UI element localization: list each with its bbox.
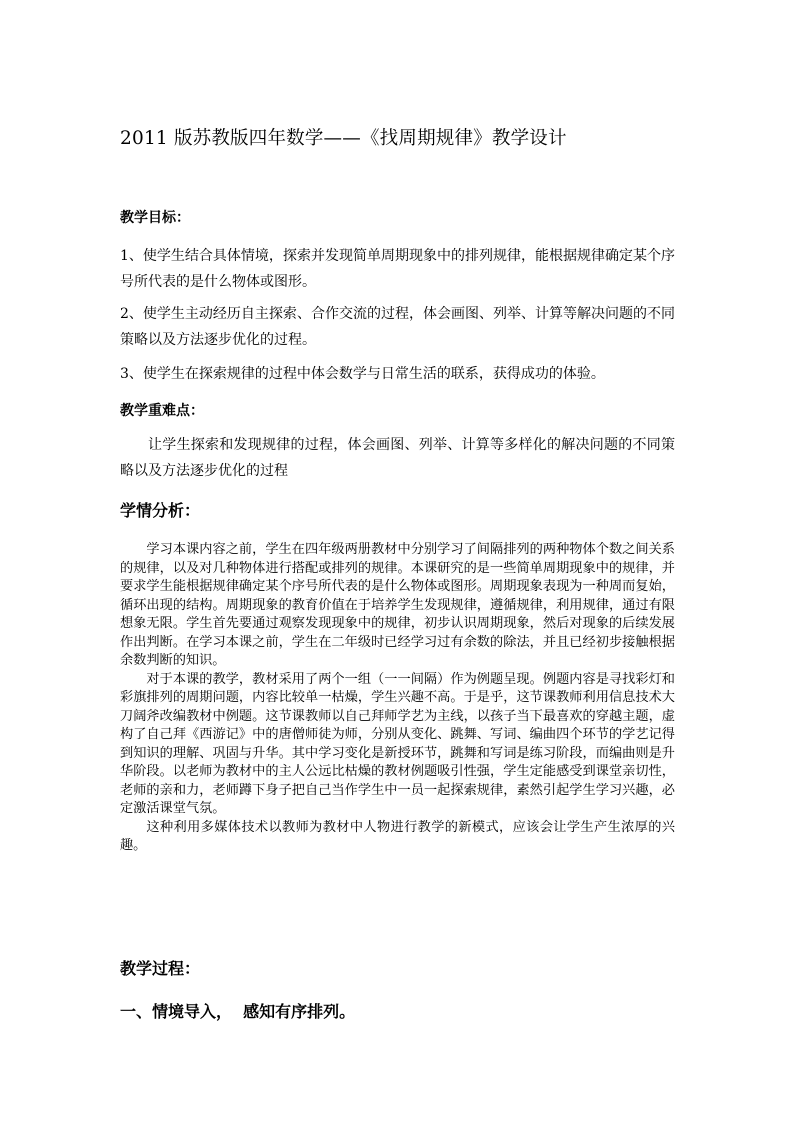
document-page [120, 0, 675, 1123]
analysis-paragraph-1: 学习本课内容之前，学生在四年级两册教材中分别学习了间隔排列的两种物体个数之间关系的规律，以及对几种物体进行搭配或排列的规律。本课研究的是一些简单周期现象中的规律，并要求学生能根据规律确定某个序号所代表的是什么物体或图形。周期现象表现为一种周而复始，循环出现的结构。周期现象的教育价值在于培养学生发现规律，遵循规律，利用规律，通过有限想象无限。学生首先要通过观察发现现象中的规律，初步认识周期现象，然后对现象的后续发展作出判断。在学习本课之前，学生在二年级时已经学习过有余数的除法，并且已经初步接触根据余数判断的知识。 [120, 542, 675, 668]
analysis-heading: 学情分析： [120, 501, 201, 520]
key-points-text: 让学生探索和发现规律的过程，体会画图、列举、计算等多样化的解决问题的不同策略以及方法逐步优化的过程 [120, 437, 675, 479]
process-step-1: 一、情境导入， 感知有序排列。 [120, 1002, 356, 1021]
analysis-paragraph-2: 对于本课的教学，教材采用了两个一组（一一间隔）作为例题呈现。例题内容是寻找彩灯和彩旗排列的周期问题，内容比较单一枯燥，学生兴趣不高。于是乎，这节课教师利用信息技术大刀阔斧改编教材中例题。这节课教师以自己拜师学艺为主线，以孩子当下最喜欢的穿越主题，虚构了自己拜《西游记》中的唐僧师徒为师，分别从变化、跳舞、写词、编曲四个环节的学艺记得到知识的理解、巩固与升华。其中学习变化是新授环节，跳舞和写词是练习阶段，而编曲则是升华阶段。以老师为教材中的主人公远比枯燥的教材例题吸引性强，学生定能感受到课堂亲切性，老师的亲和力，老师蹲下身子把自己当作学生中一员一起探索规律，素然引起学生学习兴趣，必定激活课堂气氛。 [120, 671, 675, 816]
objectives-heading: 教学目标： [120, 210, 190, 226]
objective-item-3: 3、使学生在探索规律的过程中体会数学与日常生活的联系，获得成功的体验。 [120, 366, 605, 382]
document-title: 2011 版苏教版四年数学——《找周期规律》教学设计 [120, 128, 567, 149]
key-points-heading: 教学重难点： [120, 403, 204, 419]
process-heading: 教学过程： [120, 959, 201, 978]
objective-item-2: 2、使学生主动经历自主探索、合作交流的过程，体会画图、列举、计算等解决问题的不同策略以及方法逐步优化的过程。 [120, 306, 675, 348]
analysis-paragraph-3: 这种利用多媒体技术以教师为教材中人物进行教学的新模式，应该会让学生产生浓厚的兴趣。 [120, 819, 675, 853]
objective-item-1: 1、使学生结合具体情境，探索并发现简单周期现象中的排列规律，能根据规律确定某个序号所代表的是什么物体或图形。 [120, 248, 675, 290]
analysis-body [120, 541, 675, 856]
